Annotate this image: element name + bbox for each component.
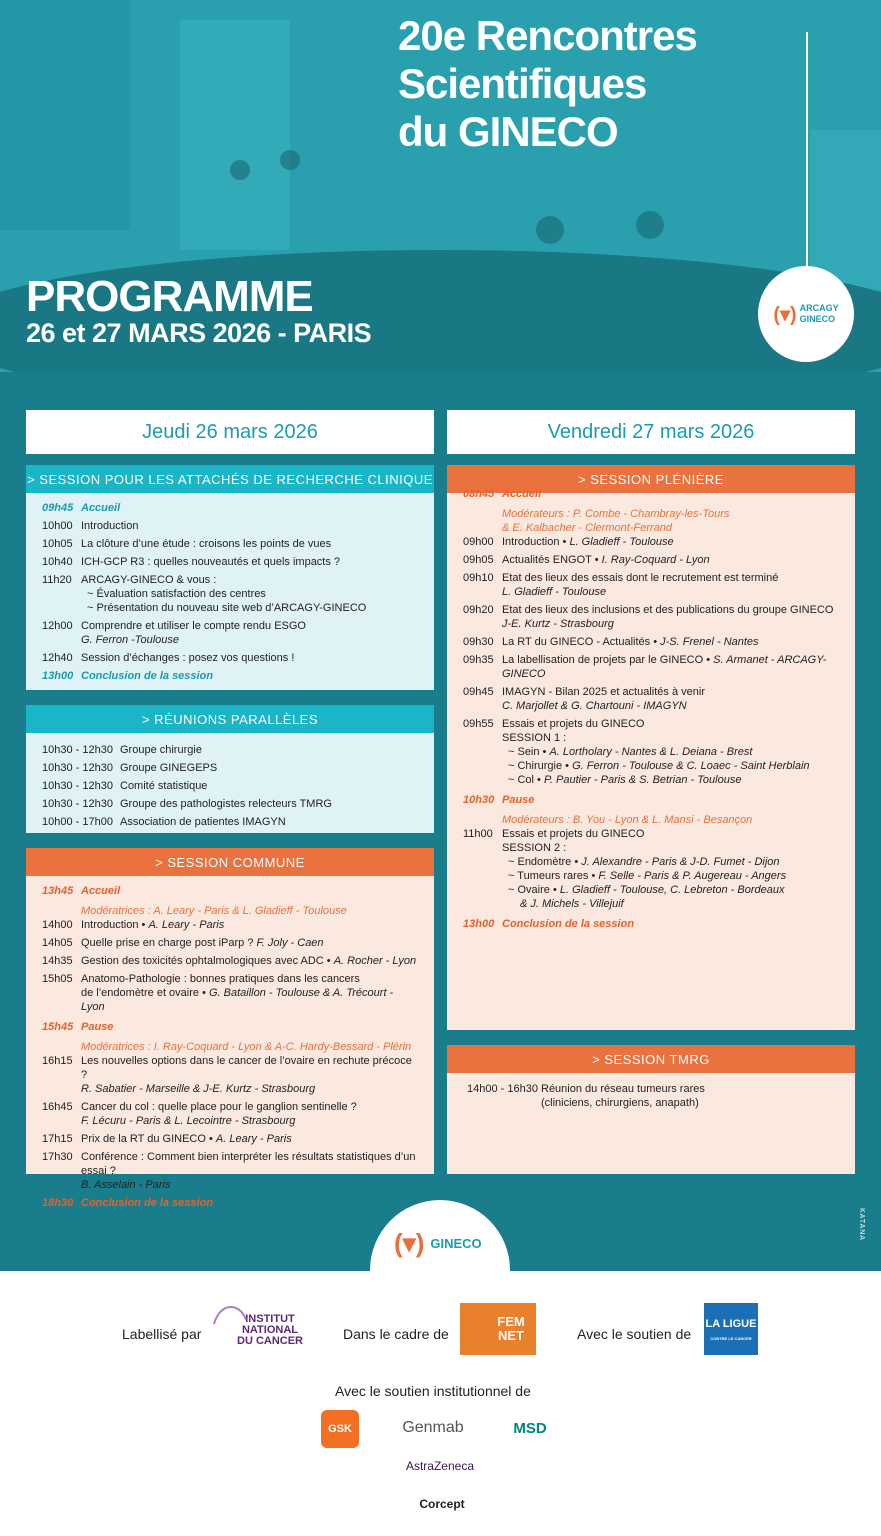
ligue-logo: LA LIGUE CONTRE LE CANCER xyxy=(704,1303,758,1355)
day1-session3-body: 13h45 Accueil Modératrices : A. Leary - Paris & L. Gladieff - Toulouse 14h00 Introduction • A. Leary - Paris 14h05 Quelle prise en charge post iParp ? F. Joly - Caen 14h35 Gestion des toxicités ophtalmologiques avec ADC • A. Rocher - Lyon 15h05 Anatomo-Pathologie : bonnes pratiques dans les cancers de l’endomètre et ovaire • G. Bataillon - Toulouse & A. Trécourt - Lyon 15h45 Pause Modératrices : I. Ray-Coquard - Lyon & A-C. Hardy-Bessard - Plérin 16h15 Les nouvelles options dans le cancer de l’ovaire en rechute précoce ? R. Sabatier - Marseille & J-E. Kurtz - Strasbourg 16h45 Cancer du col : quelle place pour le ganglion sentinelle ? F. Lécuru - Paris & L. Lecointre - Strasbourg 17h15 Prix de la RT du GINECO • A. Leary - Paris 17h30 Conférence : Comment bien interpréter les résultats statistiques d’un essai ? B. Asselain - Paris 18h30 Conclusion de la session xyxy=(26,876,434,1174)
label-soutien: Avec le soutien de xyxy=(577,1326,692,1342)
programme-title: PROGRAMME xyxy=(26,272,313,321)
label-labellise: Labellisé par xyxy=(122,1326,202,1342)
gineco-logo: (▾) GINECO xyxy=(394,1228,482,1258)
corcept-logo: Corcept xyxy=(419,1497,465,1511)
day1-session2-body: 10h30 - 12h30 Groupe chirurgie 10h30 - 12h30 Groupe GINEGEPS 10h30 - 12h30 Comité statistique 10h30 - 12h30 Groupe des pathologistes relecteurs TMRG 10h00 - 17h00 Association de patientes IMAGYN xyxy=(26,733,434,833)
logo-text: ARCAGY GINECO xyxy=(799,303,839,324)
day1-session1-body: 09h45 Accueil 10h00 Introduction 10h05 La clôture d’une étude : croisons les points de vues 10h40 ICH-GCP R3 : quelles nouveautés et quels impacts ? 11h20 ARCAGY-GINECO & vous : ~ Évaluation satisfaction des centres ~ Présentation du nouveau site web d’ARCAGY-GINECO 12h00 Comprendre et utiliser le compte rendu ESGO G. Ferron -Toulouse 12h40 Session d’échanges : posez vos questions ! 13h00 Conclusion de la session xyxy=(26,493,434,690)
hero-divider xyxy=(806,32,808,268)
astrazeneca-logo: AstraZeneca xyxy=(405,1459,475,1473)
hero-banner xyxy=(0,0,881,372)
day2-session2-body: 14h00 - 16h30 Réunion du réseau tumeurs rares (cliniciens, chirurgiens, anapath) xyxy=(447,1073,855,1174)
msd-logo: MSD xyxy=(513,1419,547,1437)
day2-session2-head: > SESSION TMRG xyxy=(447,1045,855,1073)
arcagy-gineco-logo xyxy=(758,266,854,362)
day1-title: Jeudi 26 mars 2026 xyxy=(26,410,434,454)
inca-swirl-icon xyxy=(210,1306,250,1326)
label-institutional: Avec le soutien institutionnel de xyxy=(335,1383,531,1399)
label-cadre: Dans le cadre de xyxy=(343,1326,449,1342)
designer-watermark: KATANA xyxy=(858,1208,865,1241)
day1-session3-head: > SESSION COMMUNE xyxy=(26,848,434,876)
logo-mark-icon: (▾) xyxy=(773,303,797,326)
hero-title: 20e Rencontres Scientifiques du GINECO xyxy=(398,12,697,155)
day1-session2-head: > RÉUNIONS PARALLÈLES xyxy=(26,705,434,733)
day2-title: Vendredi 27 mars 2026 xyxy=(447,410,855,454)
gineco-mark-icon: (▾) xyxy=(394,1228,425,1258)
inca-logo: INSTITUT NATIONAL DU CANCER xyxy=(210,1304,310,1356)
gsk-logo: GSK xyxy=(321,1410,359,1448)
day1-session1-head: > SESSION POUR LES ATTACHÉS DE RECHERCHE CLINIQUE xyxy=(26,465,434,493)
femnet-logo: FEM NET xyxy=(460,1303,536,1355)
genmab-logo: Genmab xyxy=(402,1419,464,1436)
day2-session1-head: > SESSION PLÉNIÈRE xyxy=(447,465,855,493)
day2-session1-body: 08h45 Accueil Modérateurs : P. Combe - Chambray-les-Tours & E. Kalbacher - Clermont-Ferrand 09h00 Introduction • L. Gladieff - Toulouse 09h05 Actualités ENGOT • I. Ray-Coquard - Lyon 09h10 Etat des lieux des essais dont le recrutement est terminé L. Gladieff - Toulouse 09h20 Etat des lieux des inclusions et des publications du groupe GINECO J-E. Kurtz - Strasbourg 09h30 La RT du GINECO - Actualités • J-S. Frenel - Nantes 09h35 La labellisation de projets par le GINECO • S. Armanet - ARCAGY-GINECO 09h45 IMAGYN - Bilan 2025 et actualités à venir C. Marjollet & G. Chartouni - IMAGYN 09h55 Essais et projets du GINECO SESSION 1 : ~ Sein • A. Lortholary - Nantes & L. Deiana - Brest ~ Chirurgie • G. Ferron - Toulouse & C. Loaec - Saint Herblain ~ Col • P. Pautier - Paris & S. Betrian - Toulouse 10h30 Pause Modérateurs : B. You - Lyon & L. Mansi - Besançon 11h00 Essais et projets du GINECO SESSION 2 : ~ Endomètre • J. Alexandre - Paris & J-D. Fumet - Dijon ~ Tumeurs rares • F. Selle - Paris & P. Augereau - Angers ~ Ovaire • L. Gladieff - Toulouse, C. Lebreton - Bordeaux & J. Michels - Villejuif 13h00 Conclusion de la session xyxy=(447,493,855,1030)
event-dates: 26 et 27 MARS 2026 - PARIS xyxy=(26,318,372,348)
